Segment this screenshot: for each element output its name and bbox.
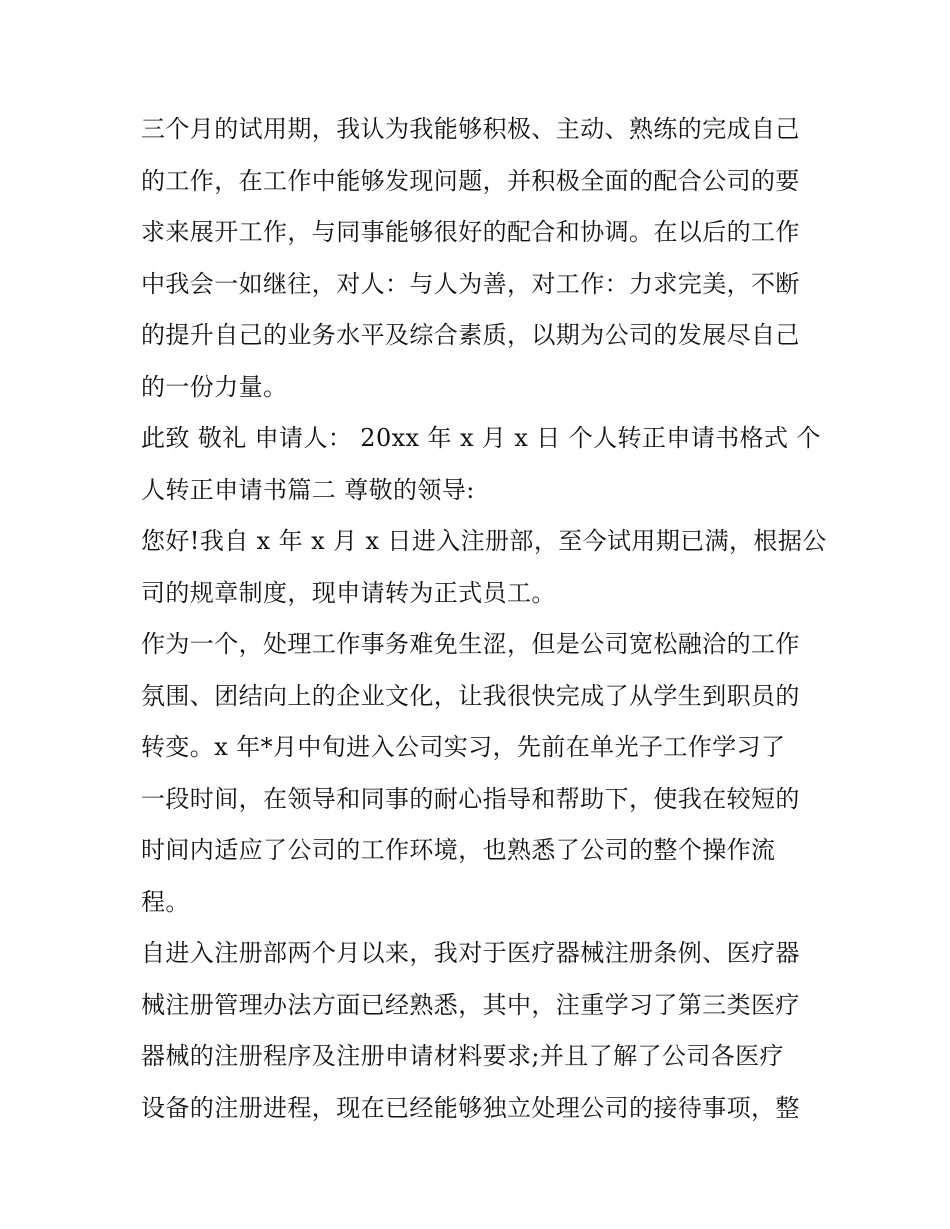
text-line: 自进入注册部两个月以来，我对于医疗器械注册条例、医疗器 [141, 939, 800, 967]
text-line: 人转正申请书篇二 尊敬的领导: [141, 475, 475, 504]
text-line: 器械的注册程序及注册申请材料要求;并且了解了公司各医疗 [141, 1042, 784, 1070]
text-line: 的工作，在工作中能够发现问题，并积极全面的配合公司的要 [141, 166, 800, 195]
text-line: 程。 [141, 887, 190, 916]
text-line: 司的规章制度，现申请转为正式员工。 [141, 578, 556, 607]
text-line: 转变。x 年*月中旬进入公司实习，先前在单光子工作学习了 [141, 733, 786, 761]
text-line: 设备的注册进程，现在已经能够独立处理公司的接待事项，整 [141, 1093, 800, 1122]
text-line: 作为一个，处理工作事务难免生涩，但是公司宽松融洽的工作 [141, 630, 800, 658]
text-line: 械注册管理办法方面已经熟悉，其中，注重学习了第三类医疗 [141, 990, 800, 1019]
document-body [141, 104, 827, 1134]
text-line: 求来展开工作，与同事能够很好的配合和协调。在以后的工作 [141, 218, 800, 246]
text-line: 三个月的试用期，我认为我能够积极、主动、熟练的完成自己 [141, 115, 800, 143]
text-line: 此致 敬礼 申请人： 20xx 年 x 月 x 日 个人转正申请书格式 个 [141, 424, 821, 452]
text-line: 一段时间，在领导和同事的耐心指导和帮助下，使我在较短的 [141, 784, 800, 813]
text-line: 中我会一如继往，对人：与人为善，对工作：力求完美，不断 [141, 269, 800, 298]
text-line: 您好!我自 x 年 x 月 x 日进入注册部，至今试用期已满，根据公 [141, 527, 827, 555]
text-line: 时间内适应了公司的工作环境，也熟悉了公司的整个操作流 [141, 836, 776, 864]
text-line: 的一份力量。 [141, 372, 288, 401]
text-line: 的提升自己的业务水平及综合素质，以期为公司的发展尽自己 [141, 321, 800, 349]
text-line: 氛围、团结向上的企业文化，让我很快完成了从学生到职员的 [141, 681, 800, 710]
